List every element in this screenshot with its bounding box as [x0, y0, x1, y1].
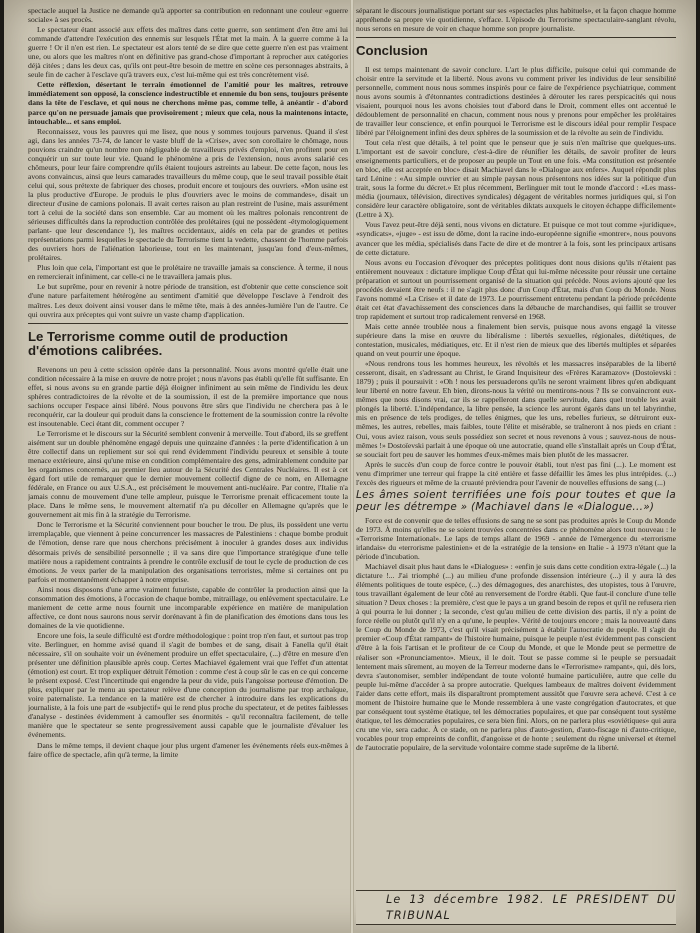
bold-paragraph: Cette réflexion, désertant le terrain émotionnel de l'amitié pour les maîtres, retrouve immédiatement son opposé, la conscience indestructible et ennemie du bon sens, toujours présente dans la tête de l'esclave, et qui nous ne cherchons même pas, comme telle, à anéantir - d'abord parce qu'on ne persuade jamais que provisoirement ; mieux que cela, nous la maintenons intacte, intouchable... et sans emploi.	[28, 80, 348, 126]
paragraph: spectacle auquel la Justice ne demande qu'à apporter sa contribution en redonnant une couleur «guerre sociale» à ses procès.	[28, 6, 348, 25]
paragraph: Tout cela n'est que détails, à tel point que le penseur que je suis n'en maîtrise que quelques-uns. L'important est de savoir conclure, c'est-à-dire de réunifier les détails, de savoir profiter de leurs enseignements particuliers, et de proposer au peuple un Tout en une fois. «Ma constitution est présentée en bloc, elle est acceptée en bloc» disait Machiavel dans le «Dialogue aux enfers». Auquel répondit plus tard Lénine : «Au simple ouvrier et au simple paysan nous présentons nos idées sur la politique d'un trait, sous la forme du décret.» Et plus récemment, Berlinguer mit tout le monde d'accord : «Les mass-média (journaux, télévision, directives syndicales) dégagent de véritables normes juridiques qui, si l'on considère leur caractère obligatoire, sont de véritables diktats auxquels le citoyen échappe difficilement» (Lettre à X).	[356, 138, 676, 220]
paragraph: Ainsi nous disposons d'une arme vraiment futuriste, capable de contrôler la production ainsi que la consommation des émotions, à l'occasion de chaque bombe, mitraillage, ou enlèvement spectaculaire. Le maniement de cette arme nous fournit une incomparable expérience en matière de manipulation affective, ce dont nous saurons nous servir dorénavant à fin de planification des émotions dans tous les domaines de la vie quotidienne.	[28, 584, 348, 630]
left-column	[28, 6, 348, 927]
paragraph: Il est temps maintenant de savoir conclure. L'art le plus difficile, puisque celui qui commande de choisir entre la servitude et la liberté. Nous avons vu comment priver les individus de leur sensibilité personnelle, comment nous nous sommes inspirés pour ce faire de l'expérience psychiatrique, comment nous avons soumis à d'étonnantes contradictions destinées à dérouter les rares perspicacités qui nous visaient, pourquoi nous les avons choisies tout d'abord dans le Droit, comment elles ont accentué le dédoublement de personnalité en chacun, comment nous nous y prenons pour empêcher les prolétaires de travailler leur conscience, et enfin pourquoi le Terrorisme est le discours idéal pour remplir l'espace libéré par l'éloignement infini des deux sphères de la soumission et de la révolte au sein de l'individu.	[356, 64, 676, 137]
paragraph: Le spectateur étant associé aux effets des maîtres dans cette guerre, son sentiment d'en être ami lui commande d'attendre l'exécution des ennemis sur lesquels l'État met la main. À la guerre comme à la guerre ! Or il n'en est rien. Le spectateur est alors tenté de se dire que cette guerre n'en est pas vraiment une, ou alors que les maîtres n'ont en définitive pas grand-chose d'important à reprocher aux catégories déjà citées ; dans les deux cas, qu'ils ont peut-être besoin de mettre en scène ces personnages abstraits, à seule fin de cacher à l'esclave qu'à travers eux, c'est lui-même qui est très concrètement visé.	[28, 25, 348, 80]
handwritten-quote: Les âmes soient terrifiées une fois pour toutes et que la peur les détrempe » (Machiavel dans le «Dialogue...»)	[356, 488, 676, 513]
paragraph: Plus loin que cela, l'important est que le prolétaire ne travaille jamais sa conscience. À terme, il nous en remercierait infiniment, car celle-ci ne le travaillera jamais plus.	[28, 263, 348, 282]
paragraph: Encore une fois, la seule difficulté est d'ordre méthodologique : point trop n'en faut, et surtout pas trop vite. Berlinguer, en homme avisé quand il s'agit de bombes et de sang, disait à Fanella qu'il était nécessaire, s'il on souhaite voir un événement produire un effet spectaculaire, (...) d'être en mesure d'en présenter une définition plausible après coup. Certes Machiavel également vrai que l'effet d'un attentat (émotion) est court. Et trop expliquer détruit l'émotion : comme c'est à coup sûr le cas en ce qui concerne le présent exposé. C'est l'incertitude qui engendre la peur du vide, puis l'angoisse porteuse d'émotion. De plus, expliquer par le menu au spectateur relève d'une conception du journalisme par trop archaïque, voire paternaliste. La tendance en la matière est de chercher à introduire dans les explications du journaliste, à la fois une part de «subjectif» qui le rend plus proche du spectateur, et de petites faiblesses d'analyse - destinées évidemment à camoufler ses énormités - qu'il reconnaîtra facilement, de telle manière que le spectateur se sente progressivement aussi capable que le journaliste d'évaluer les événements.	[28, 630, 348, 740]
section-heading-conclusion: Conclusion	[356, 43, 428, 59]
page-fold	[350, 0, 354, 933]
paragraph: Le but suprême, pour en revenir à notre période de transition, est d'obtenir que cette conscience soit d'une nature parfaitement hétérogène au sentiment d'amitié que développe l'esclave à l'endroit des maîtres. Les deux doivent ainsi vouser dans le même tête, mais à des années-lumière l'un de l'autre. Ce qui ouvrira aux préceptes qui vont suivre un vaste champ d'application.	[28, 282, 348, 319]
paragraph: Vous l'avez peut-être déjà senti, nous vivons en dictature. Et puisque ce mot tout comme «juridique», «syndicats», «juge» - est issu de dôme, dont la racine indo-européenne signifie «montrer», nous pouvons avancer que les média, spécialisés dans l'acte de dire et de montrer à la fois, sont les principaux artisans de cette dictature.	[356, 220, 676, 257]
paragraph: Reconnaissez, vous les pauvres qui me lisez, que nous y sommes toujours parvenus. Quand il s'est agi, dans les années 73-74, de lancer le vaste bluff de la «Crise», avec son corollaire le chômage, nous pouvions craindre qu'un nombre non négligeable de travailleurs privés d'emploi, n'en profitent pour en conquérir un sur toute leur vie. Quand le phénomène a pris de l'extension, nous avons salarié ces chômeurs, pour leur faire comprendre qu'ils étaient toujours astreints au labeur. De cette façon, nous les avons convaincus, ainsi que leurs camarades travailleurs du même coup, que le seul travail possible était celui qui, sous prétexte de fabriquer des choses, produit encore et toujours des ouvriers. «Mon usine est la plus productive d'Europe. Je produis le plus d'ouvriers avec le moins de commandes», disait un directeur d'usine de camions polonais. Il avait certes raison au plan restreint de l'usine, mais assurément tort à celui de la société dans son ensemble. Car au moment où les maîtres polonais rencontrent de sérieuses difficultés dans la reproduction contrôlée des prolétaires (qui ne possèdent -étymologiquement parlant- que leur descendance !), les maîtres occidentaux, aidés en cela par de grandes et petites représentations parmi lesquelles le spectacle du Terrorisme tient la vedette, chassent de l'homme parfois des ouvriers hors de l'aliénation laborieuse, tout en les maintenant, jusqu'au fond d'eux-mêmes, prolétaires.	[28, 126, 348, 263]
right-column	[356, 6, 676, 927]
paragraph: Force est de convenir que de telles effusions de sang ne se sont pas produites après le Coup du Monde de 1973. À moins qu'elles ne se soient trouvées concentrées dans ce phénomène alors tout nouveau : le «Terrorisme International». Le laps de temps allant de 1969 - année de l'émergence du «terrorisme irlandais» du «terrorisme palestinien» et de la «stratégie de la tension» en Italie - à 1973 n'étant que la période d'incubation.	[356, 515, 676, 561]
paragraph: Nous avons eu l'occasion d'évoquer des préceptes politiques dont nous disions qu'ils n'étaient pas entièrement nouveaux : dictature implique Coup d'État qui lui-même nécessite pour réussir une certaine préparation et surtout un pourrissement organisé de la situation qui précède. Nous avions ajouté que les procédés devaient être neufs : il ne s'agit plus donc d'un Coup d'État, mais d'un Coup du Monde. Nous l'avons nommé «La Crise» et il date de 1973. Le pourrissement entretenu pendant la période précédente était cet état d'avachissement des consciences dans la débauche de marchandises, qui faillit se trouver trop rapidement et surtout trop radicalement renversé en 1968.	[356, 257, 676, 321]
paragraph: séparant le discours journalistique portant sur ses «spectacles plus habituels», et la façon chaque homme appréhende sa propre vie quotidienne, s'efface. L'épisode du Terrorisme spectaculaire-sanglant révolu, nous serons en mesure de voir en chaque homme son propre journaliste.	[356, 6, 676, 34]
paragraph: «Nous rendrons tous les hommes heureux, les révoltés et les massacres inséparables de la liberté cesseront, disait, en s'adressant au Christ, le Grand Inquisiteur des «Frères Karamazov» (Dostoïevski : 1879) ; puis il poursuivit : «Oh ! nous les persuaderons qu'ils ne seront vraiment libres qu'en abdiquant leur liberté en notre faveur. Eh bien, dirons-nous la vérité ou mentirons-nous ? Ils se convaincront eux-mêmes que nous disons vrai, car ils se rappelleront dans quelle servitude, dans quel trouble les avait plongés la liberté. L'indépendance, la libre pensée, la science les auront égarés dans un tel labyrinthe, mis en présence de tels prodiges, de telles énigmes, que les uns, rebelles furieux, se détruiront eux-mêmes, les autres, rebelles, mais faibles, toute l'élite et misérable, se traîneront à nos pieds en criant : Oui, vous aviez raison, vous seuls possédiez son secret et nous revenons à vous ; sauvez-nous de nous-mêmes !» Dostoïevski parlait à une époque où une autocratie, quand elle s'installait après un Coup d'État, se souciait fort peu de sauver les hommes d'eux-mêmes mais bien plutôt de les massacrer.	[356, 359, 676, 459]
paragraph: Mais cette année troublée nous a finalement bien servis, puisque nous avons engagé la vitesse supérieure dans la mise en œuvre du libéralisme : libertés sexuelles, régionales, diététiques, de contestation, musicales, médiatiques, etc. Et il n'est rien de mieux que des libertés multiples et séparées quand on veut pourrir une époque.	[356, 321, 676, 359]
paragraph: Revenons un peu à cette scission opérée dans la personnalité. Nous avons montré qu'elle était une condition nécessaire à la mise en œuvre de notre projet ; nous n'avons pas établi qu'elle fût suffisante. En effet, si nous avons su en grande partie déjà éloigner infiniment au sein même de l'individu les deux sphères contradictoires de la révolte et de la soumission, il est de la première importance que nous sachions occuper l'espace ainsi libéré. Nous pouvons être sûrs que l'individu ne cherchera pas à le reconquérir, car la douleur qui produit dans la conscience le frottement de la soumission contre la révolte est insoutenable. Ceci étant dit, comment occuper ?	[28, 364, 348, 428]
divider	[28, 323, 348, 324]
paragraph: Dans le même temps, il devient chaque jour plus urgent d'amener les événements réels eux-mêmes à faire office de spectacle, afin qu'à terme, la limite	[28, 740, 348, 759]
document-page	[4, 0, 696, 933]
paragraph: Le Terrorisme et le discours sur la Sécurité semblent convenir à merveille. Tout d'abord, ils se greffent aisément sur un double phénomène engagé depuis une quinzaine d'années : la perte d'identification à un être collectif dans un repliement sur soi qui rend évidemment l'individu peureux et sensible à toute menace extérieure, ainsi qu'une mise en condition complémentaire des gens, admirablement conduite par les organismes concernés, au premier lieu autour de la Sécurité des Centrales Nucléaires. Il est à cet égard fort utile de remarquer que le dernier mouvement collectif digne de ce nom, en Allemagne fédérale, en France ou aux U.S.A., est précisément le mouvement anti-nucléaire. Par contre, l'Italie n'a jamais connu de mouvement d'une telle ampleur, puisque le Terrorisme prenait efficacement toute la place. Dans le même sens, le mouvement alternatif n'a pu décoller en Allemagne qu'après que le gouvernement ait mis fin à la stratégie du Terrorisme.	[28, 428, 348, 520]
section-heading-terrorisme: Le Terrorisme comme outil de production d'émotions calibrées.	[28, 328, 288, 359]
paragraph: Machiavel disait plus haut dans le «Dialogues» : «enfin je suis dans cette condition extra-légale (...) la dictature !... J'ai triomphé (...) au milieu d'une profonde dissension intérieure (...) il y aura là des éléments politiques de toute espèce, (...) des démagogues, des anarchistes, des utopistes, tous à l'œuvre, tous travaillant également de leur côté au renversement de l'ordre établi. Que faut-il conclure d'une telle situation ? Deux choses : la première, c'est que le pays a un grand besoin de repos et qu'il ne refusera rien à qui pourra le lui donner ; la seconde, c'est qu'au milieu de cette division des partis, il n'y a point de force réelle ou plutôt qu'il n'y en a qu'une, le peuple». Vérité de toujours encore ; mais la nouveauté dans le Coup du Monde de 1973, c'est qu'il visait précisément à établir l'autocratie du peuple. Il s'agit du premier «Coup d'État rampant» de l'histoire humaine, puisque le peuple n'est évidemment pas conscient d'être à la fois l'artisan et le profiteur de ce Coup du Monde, et que le Monde peut se permettre de réaliser son «Pronunciamento». Mieux, il le doit. Tout se passe comme si le peuple se persuadait lentement mais sûrement, au moyen de la Terreur moderne dans le «Terrorisme» rampant», qui, dès lors, devra s'autonomiser, sembler indépendant de toute volonté humaine particulière, autre que celle du peuple lui-même d'accéder à sa propre autocratie. Quelques lambeaux de maîtres doivent évidemment l'aider dans cette effort, mais ils disparaîtront promptement aussitôt que l'œuvre sera achevé. C'est à ce moment de l'histoire humaine que le Monde ressemblera à une vaste congrégation d'autocrates, et que par conséquent tout système étatique, tel les démocraties populaires, et que par conséquent tout système étatique, tel les démocraties populaires, ce sera bien fini. Alors, on ne parlera plus «soviétiques» qui aura cru une vie, sera caduc. À ce stade, on ne parlera plus d'auto-gestion, d'auto-fiscage ni d'auto-critique, vocables pour trop empreints de conflit, d'angoisse et de honte ; seulement du règne universel et éternel de l'autocratie populaire, de la servitude volontaire comme stade suprême de la liberté.	[356, 562, 676, 752]
paragraph: Donc le Terrorisme et la Sécurité conviennent pour boucher le trou. De plus, ils possèdent une vertu irremplaçable, que viennent à peine concurrencer les massacres de Palestiniens : chaque bombe produit de l'émotion, dense rare que nous cherchons précisément à inoculer à grandes doses aux individus désormais privés de sensibilité personnelle ; il va sans dire que l'importance stratégique d'une telle matière nous a rapidement contraints à prendre le contrôle exclusif de tout le cycle de production de ces émotions. Je veux parler de la manipulation des organisations terroristes, même si certaines ont pu parfois et momentanément échapper à notre emprise.	[28, 520, 348, 584]
signature-line: Le 13 décembre 1982. LE PRESIDENT DU TRIBUNAL	[356, 890, 676, 925]
paragraph: Après le succès d'un coup de force contre le pouvoir établi, tout n'est pas fini (...). Le moment est venu d'imprimer une terreur qui frappe la cité entière et fasse défaillir les âmes les plus intrépides. (...) l'excès des rigueurs et même de la cruauté préviendra pour l'avenir de nouvelles effusions de sang (...)	[356, 459, 676, 487]
divider	[356, 37, 676, 38]
